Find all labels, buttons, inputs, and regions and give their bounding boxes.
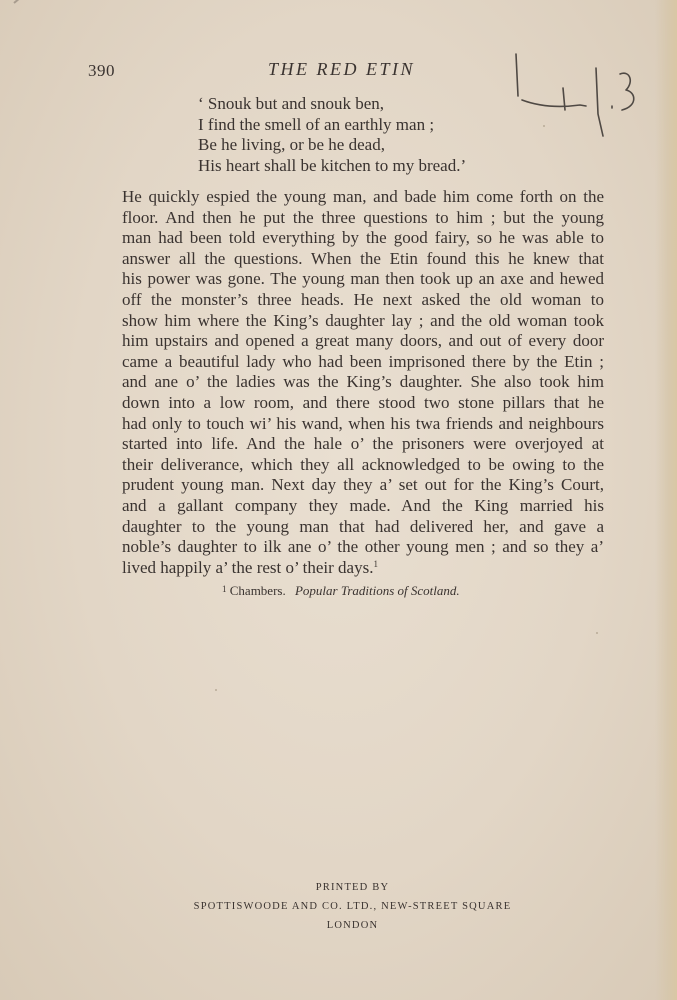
verse-line: I find the smell of an earthly man ; xyxy=(198,114,435,134)
text-line: man had been told everything by the good fairy, so he was able to xyxy=(122,228,604,248)
text-line: started into life. And the hale o’ the prisoners were overjoyed at xyxy=(122,434,604,454)
text-line: came a beautiful lady who had been imprisoned there by the Etin ; xyxy=(122,351,604,371)
text-line: and a gallant company they made. And the King married his xyxy=(122,495,604,515)
text-line-content: lived happily a’ the rest o’ their days. xyxy=(122,557,374,577)
text-line: down into a low room, and there stood two stone pillars that he xyxy=(122,392,604,412)
text-line: his power was gone. The young man then took up an axe and hewed xyxy=(122,269,604,289)
imprint-line: SPOTTISWOODE AND CO. LTD., NEW-STREET SQUARE xyxy=(193,901,512,912)
text-line: floor. And then he put the three questions to him ; but the young xyxy=(122,207,604,227)
text-line: and ane o’ the ladies was the King’s daughter. She also took him xyxy=(122,372,604,392)
page-edge-stain xyxy=(655,0,677,1000)
text-line: had only to touch wi’ his wand, when his twa friends and neighbours xyxy=(122,413,604,433)
printer-imprint xyxy=(0,878,677,935)
footnote-reference: 1 xyxy=(373,558,378,569)
text-line: show him where the King’s daughter lay ; and the old woman took xyxy=(122,310,604,330)
paper-speck xyxy=(596,632,598,634)
text-line-last xyxy=(122,558,604,579)
text-line: answer all the questions. When the Etin found this he knew that xyxy=(122,248,604,268)
body-paragraph xyxy=(122,187,604,578)
footnote-author: Chambers. xyxy=(229,583,286,598)
text-line: him upstairs and opened a great many doors, and out of every door xyxy=(122,331,604,351)
verse-line: His heart shall be kitchen to my bread.’ xyxy=(198,155,467,175)
footnote xyxy=(222,583,460,599)
paper-speck xyxy=(543,125,545,127)
verse-line: Be he living, or be he dead, xyxy=(198,135,385,155)
text-line: noble’s daughter to ilk ane o’ the other young men ; and so they a’ xyxy=(122,537,604,557)
footnote-work-title: Popular Traditions of Scotland. xyxy=(294,583,460,598)
verse-line: ‘ Snouk but and snouk ben, xyxy=(198,94,385,113)
text-line: their deliverance, which they all acknowledged to be owing to the xyxy=(122,454,604,474)
handwritten-shelfmark xyxy=(508,48,658,158)
text-line: He quickly espied the young man, and bade him come forth on the xyxy=(122,187,604,206)
running-head: THE RED ETIN xyxy=(268,59,415,79)
corner-pencil-mark xyxy=(13,0,37,4)
page-number: 390 xyxy=(88,61,115,80)
text-line: off the monster’s three heads. He next asked the old woman to xyxy=(122,289,604,309)
footnote-marker: 1 xyxy=(222,584,227,594)
text-line: daughter to the young man that had delivered her, and gave a xyxy=(122,516,604,536)
imprint-line: LONDON xyxy=(326,920,379,931)
paper-speck xyxy=(215,689,217,691)
imprint-line: PRINTED BY xyxy=(315,882,390,893)
text-line: prudent young man. Next day they a’ set out for the King’s Court, xyxy=(122,475,604,495)
verse-block xyxy=(198,94,466,176)
